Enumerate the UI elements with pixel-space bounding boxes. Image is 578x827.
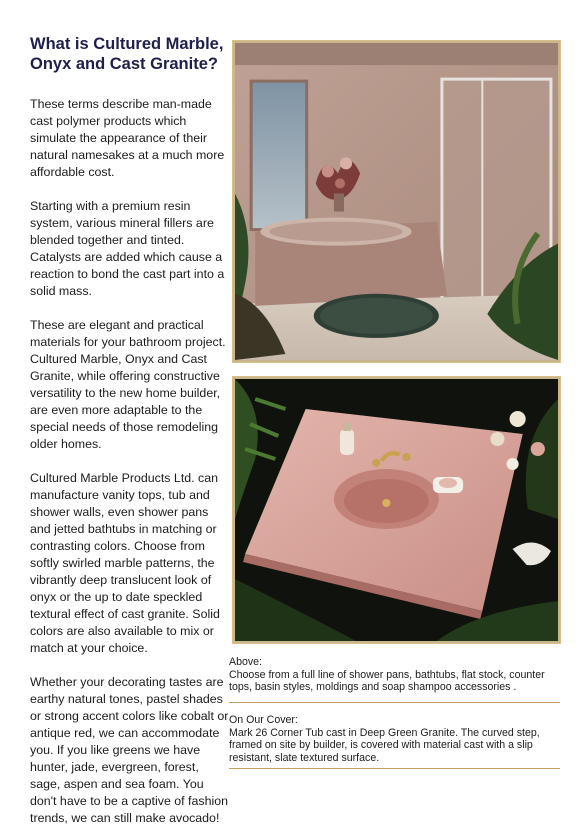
caption-cover: [229, 714, 561, 764]
paragraph-products: Cultured Marble Products Ltd. can manufacture vanity tops, tub and shower walls, even shower pans and jetted bathtubs in matching or contrasting colors. Choose from softly swirled marble patterns, the vibrantly deep translucent look of onyx or the up to date speckled textural effect of cast granite. Solid colors are also available to mix or match at your choice.: [30, 471, 220, 655]
caption-above: [229, 656, 561, 694]
paragraph-colors: Whether your decorating tastes are earthy natural tones, pastel shades or strong accent colors like cobalt or antique red, we can accommodate you. If you like greens we have hunter, jade, evergreen, forest, sage, aspen and sea foam. You don't have to be a captive of fashion trends, we can still make avocado!: [30, 675, 229, 825]
vanity-top-photo: [232, 376, 561, 644]
paragraph-process: Starting with a premium resin system, various mineral fillers are blended together and tinted. Catalysts are added which cause a reaction to bond the cast part into a solid mass.: [30, 199, 225, 298]
corner-tub-photo: [232, 40, 561, 363]
paragraph-intro: These terms describe man-made cast polymer products which simulate the appearance of their natural namesakes at a much more affordable cost.: [30, 97, 225, 179]
divider-rule-bottom: [229, 768, 560, 769]
divider-rule: [229, 702, 560, 703]
vanity-top-illustration: [235, 379, 558, 641]
paragraph-materials: These are elegant and practical materials for your bathroom project. Cultured Marble, Onyx and Cast Granite, while offering constructive versatility to the new home builder, are even more adaptable to the special needs of those remodeling older homes.: [30, 318, 226, 451]
article-column: [30, 34, 230, 827]
page-title: What is Cultured Marble, Onyx and Cast Granite?: [30, 35, 224, 73]
corner-tub-illustration: [235, 43, 558, 360]
caption-above-text: Choose from a full line of shower pans, bathtubs, flat stock, counter tops, basin styles, moldings and soap shampoo accessories .: [229, 668, 545, 693]
caption-cover-text: Mark 26 Corner Tub cast in Deep Green Granite. The curved step, framed on site by builder, is covered with material cast with a slip resistant, slate textured surface.: [229, 726, 540, 764]
caption-above-label: Above:: [229, 656, 262, 668]
caption-cover-label: On Our Cover:: [229, 714, 298, 726]
